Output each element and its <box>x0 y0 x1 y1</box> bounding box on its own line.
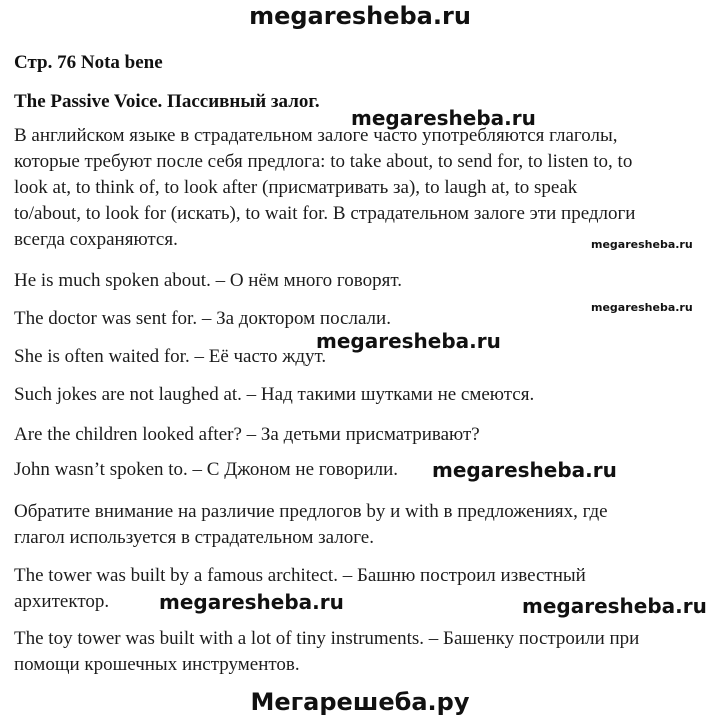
page-heading: Стр. 76 Nota bene <box>14 52 163 73</box>
example-line: She is often waited for. – Её часто ждут. <box>14 346 327 367</box>
watermark: megaresheba.ru <box>591 301 693 314</box>
note-paragraph <box>14 499 714 551</box>
watermark: megaresheba.ru <box>159 590 344 614</box>
example-by-line: The tower was built by a famous architect. – Башню построил известный <box>14 565 586 586</box>
intro-line: которые требуют после себя предлога: to take about, to send for, to listen to, to <box>14 151 633 172</box>
topic-heading: The Passive Voice. Пассивный залог. <box>14 91 320 112</box>
example-line: He is much spoken about. – О нём много говорят. <box>14 270 402 291</box>
intro-line: to/about, to look for (искать), to wait for. В страдательном залоге эти предлоги <box>14 203 636 224</box>
example-line: John wasn’t spoken to. – С Джоном не говорили. <box>14 459 399 480</box>
site-title: megaresheba.ru <box>249 2 471 30</box>
example-by-line: архитектор. <box>14 591 110 612</box>
watermark: megaresheba.ru <box>522 594 707 618</box>
example-line: The doctor was sent for. – За доктором послали. <box>14 308 391 329</box>
note-line: глагол используется в страдательном залоге. <box>14 527 374 548</box>
example-line: Such jokes are not laughed at. – Над такими шутками не смеются. <box>14 384 535 405</box>
watermark: megaresheba.ru <box>591 238 693 251</box>
watermark: megaresheba.ru <box>351 106 536 130</box>
example-with-line: The toy tower was built with a lot of tiny instruments. – Башенку построили при <box>14 628 640 649</box>
intro-line: всегда сохраняются. <box>14 229 178 250</box>
intro-line: В английском языке в страдательном залоге часто употребляются глаголы, <box>14 125 618 146</box>
watermark: megaresheba.ru <box>432 458 617 482</box>
intro-line: look at, to think of, to look after (присматривать за), to laugh at, to speak <box>14 177 578 198</box>
intro-paragraph <box>14 123 714 253</box>
example-with-paragraph <box>14 626 714 678</box>
example-with-line: помощи крошечных инструментов. <box>14 654 300 675</box>
note-line: Обратите внимание на различие предлогов by и with в предложениях, где <box>14 501 608 522</box>
example-line: Are the children looked after? – За детьми присматривают? <box>14 424 480 445</box>
watermark: megaresheba.ru <box>316 329 501 353</box>
footer-site-name: Мегарешеба.ру <box>250 688 470 716</box>
